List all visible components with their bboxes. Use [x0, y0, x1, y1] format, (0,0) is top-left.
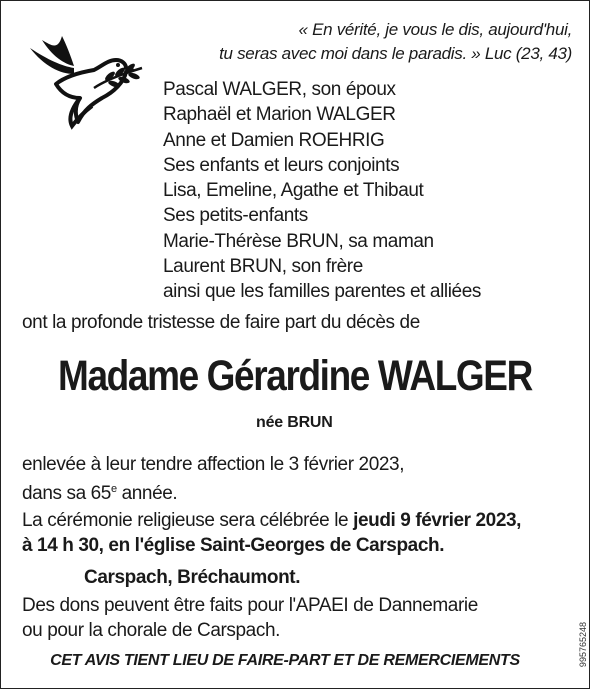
- family-line: Lisa, Emeline, Agathe et Thibaut: [163, 180, 424, 202]
- announcement-intro: ont la profonde tristesse de faire part du décès de: [22, 312, 420, 333]
- death-line-1: enlevée à leur tendre affection le 3 février 2023,: [22, 454, 405, 475]
- ceremony-date: jeudi 9 février 2023,: [353, 510, 522, 531]
- family-line: ainsi que les familles parentes et alliées: [163, 281, 481, 303]
- dove-with-olive-branch-icon: [22, 26, 146, 132]
- footer-notice: CET AVIS TIENT LIEU DE FAIRE-PART ET DE REMERCIEMENTS: [50, 652, 520, 669]
- ordinal-suffix: e: [110, 483, 117, 495]
- family-list: [163, 77, 481, 305]
- reference-number: 995765248: [578, 622, 588, 668]
- quote-line-2: tu seras avec moi dans le paradis. » Luc (23, 43): [219, 44, 572, 63]
- family-line: Marie-Thérèse BRUN, sa maman: [163, 230, 434, 252]
- donations-line-1: Des dons peuvent être faits pour l'APAEI de Dannemarie: [22, 595, 478, 616]
- ceremony-text: La cérémonie religieuse sera célébrée le: [22, 510, 354, 531]
- age-text-end: année.: [116, 483, 178, 504]
- donations-line-2: ou pour la chorale de Carspach.: [22, 620, 280, 641]
- ceremony-line-1: [22, 508, 521, 533]
- bible-quote: [219, 18, 572, 66]
- quote-line-1: « En vérité, je vous le dis, aujourd'hui,: [298, 20, 572, 39]
- family-line: Pascal WALGER, son époux: [163, 79, 396, 100]
- maiden-name: née BRUN: [256, 414, 333, 431]
- family-line: Ses enfants et leurs conjoints: [163, 154, 400, 176]
- age-text: dans sa 65: [22, 483, 111, 504]
- locations: Carspach, Bréchaumont.: [84, 567, 301, 588]
- ceremony-time-place: à 14 h 30, en l'église Saint-Georges de Carspach.: [22, 535, 445, 556]
- death-notice: [22, 452, 404, 506]
- donations-info: [22, 593, 478, 643]
- family-line: Laurent BRUN, son frère: [163, 256, 363, 278]
- ceremony-info: [22, 508, 521, 558]
- family-line: Raphaël et Marion WALGER: [163, 104, 396, 126]
- family-line: Ses petits-enfants: [163, 205, 308, 227]
- family-line: Anne et Damien ROEHRIG: [163, 129, 385, 151]
- ceremony-line-2: [22, 533, 521, 558]
- death-line-2: [22, 477, 404, 506]
- deceased-name: Madame Gérardine WALGER: [58, 352, 532, 400]
